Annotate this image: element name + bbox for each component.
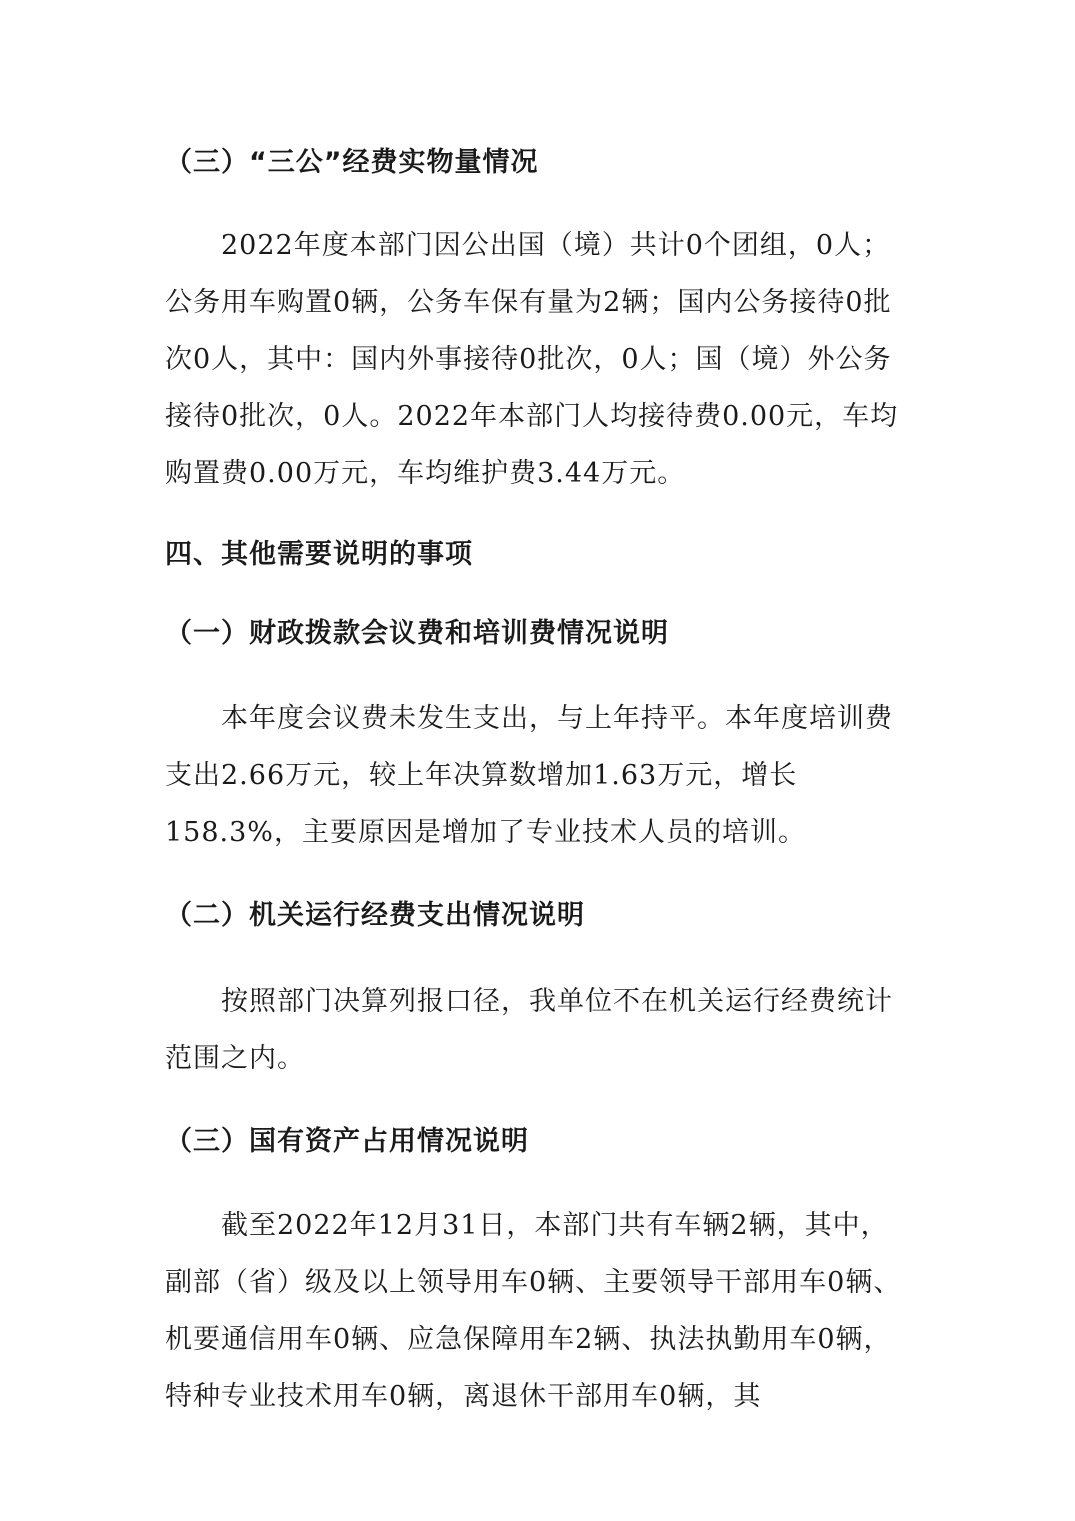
section-heading-meeting-training: （一）财政拨款会议费和培训费情况说明 [165,618,669,649]
section-heading-operating-costs: （二）机关运行经费支出情况说明 [165,900,585,931]
section-heading-sangong-physical: （三）“三公”经费实物量情况 [165,147,539,178]
paragraph-meeting-training: 本年度会议费未发生支出，与上年持平。本年度培训费支出2.66万元，较上年决算数增加1.63万元，增长158.3%，主要原因是增加了专业技术人员的培训。 [165,703,893,848]
paragraph-sangong-physical: 2022年度本部门因公出国（境）共计0个团组，0人；公务用车购置0辆，公务车保有量为2辆；国内公务接待0批次0人，其中：国内外事接待0批次，0人；国（境）外公务接待0批次，0人。2022年本部门人均接待费0.00元，车均购置费0.00万元，车均维护费3.44万元。 [165,230,899,489]
section-heading-other-matters: 四、其他需要说明的事项 [165,539,473,570]
document-body [165,140,915,1425]
paragraph-state-assets: 截至2022年12月31日，本部门共有车辆2辆，其中，副部（省）级及以上领导用车0辆、主要领导干部用车0辆、机要通信用车0辆、应急保障用车2辆、执法执勤用车0辆，特种专业技术用车0辆，离退休干部用车0辆，其 [165,1210,902,1412]
section-heading-state-assets: （三）国有资产占用情况说明 [165,1126,529,1157]
paragraph-operating-costs: 按照部门决算列报口径，我单位不在机关运行经费统计范围之内。 [165,986,893,1074]
